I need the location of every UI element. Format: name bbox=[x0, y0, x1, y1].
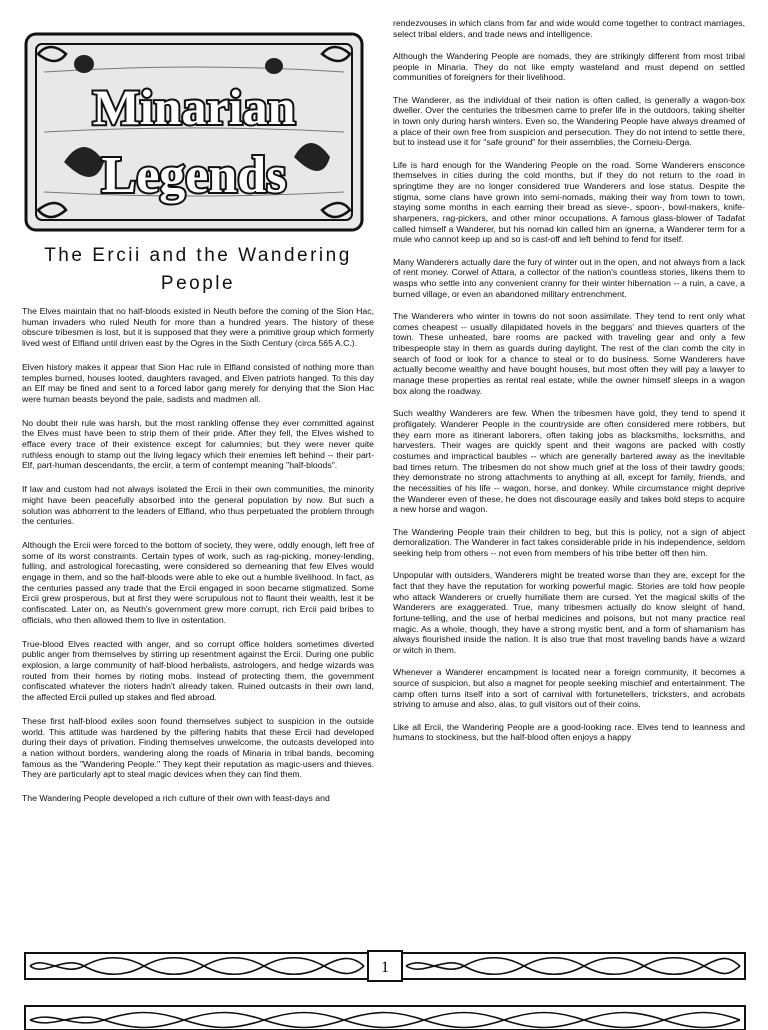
right-column bbox=[393, 18, 745, 755]
paragraph: The Elves maintain that no half-bloods existed in Neuth before the coming of the Sion Hac, human invaders who ruled Neuth for more than a hundred years. The history of these obscure tribesmen is lost, but it is supposed that they were a primitive group which formerly lived west of Elfland until driven east by the Ogres in the Sixth Century (circa 565 A.C.). bbox=[22, 306, 374, 349]
paragraph: Life is hard enough for the Wandering People on the road. Some Wanderers ensconce themselves in cities during the cold months, but if they do not return to the road in springtime they are no longer considered true Wanderers and lose status. Despite the stigma, some clans have grown into semi-nomads, making their way from town to town, staying some months in each earning their bread as sieve-, spoon-, bowl-makers, knife-sharpeners, rag-pickers, and other minor occupations. A famous glass-blower of Tadafat called himself a Wanderer, but his nomad kin called him an ignerna, a Wanderer term for a mule who cannot keep up and so is cast-off and left behind to fend for itself. bbox=[393, 159, 745, 245]
paragraph: True-blood Elves reacted with anger, and so corrupt office holders sometimes diverted public anger from themselves by stirring up resentment against the Ercii. During one public explosion, a large community of half-blood herbalists, astrologers, and hedge wizards was routed from their homes by rioting mobs. Instead of protecting them, the government confiscated whatever the rioters hadn't already taken. Ruined outcasts in their own land, the affected Ercii pulled up stakes and fled abroad. bbox=[22, 638, 374, 703]
paragraph: Whenever a Wanderer encampment is located near a foreign community, it becomes a source of suspicion, but also a magnet for people seeking mischief and entertainment. The camp often turns itself into a sort of carnival with fortunetellers, tricksters, and acrobats striving to amuse and also, alas, to gull visitors out of their coins. bbox=[393, 667, 745, 710]
paragraph: The Wandering People developed a rich culture of their own with feast-days and bbox=[22, 793, 330, 804]
paragraph: Such wealthy Wanderers are few. When the tribesmen have gold, they tend to spend it profligately. Wanderer People in the countryside are often considered mere robbers, but they earn more as itinerant laborers, often taking jobs as blacksmiths, locksmiths, and harvesters. Their wages are quickly spent and their wagons are packed with costly costumes and impractical baubles -- which are generally bartered away as the inevitable bad times return. The tribesmen do not show much grief at the loss of their tawdry goods; they demonstrate no strong attachments to anything at all, except for family, friends, and the necessities of his life -- wagon, horse, and donkey. While circumstance might deprive the Wanderer even of these, he does not discourage easily and takes bold steps to acquire a new horse and wagon. bbox=[393, 408, 745, 515]
paragraph: Elven history makes it appear that Sion Hac rule in Elfland consisted of nothing more than temples burned, houses looted, daughters ravaged, and Elven patriots hanged. To this day an Elf may be fined and sent to a forced labor gang merely for denying that the Sion Hac were human beasts beyond the pale, sadists and madmen all. bbox=[22, 361, 374, 404]
paragraph: No doubt their rule was harsh, but the most rankling offense they ever committed against the Elves must have been to strip them of their pride. After they fell, the Elves wished to efface every trace of their existence except for calumnies; but they were never quite ruthless enough to stamp out the living legacy which their enemies left behind -- their part-Elf, part-human descendants, the erciir, a term of contempt meaning "half-bloods". bbox=[22, 417, 374, 471]
paragraph: The Wanderers who winter in towns do not soon assimilate. They tend to rent only what comes cheapest -- usually dilapidated hovels in the beggars' and thieves quarters of the town. These unheated, bare rooms are packed with traveling gear and only a few tribespeople stay in them as guards during daylight. The rest of the clan comb the city in search of food or look for a chance to steal or to do business. Some Wanderers have actually become wealthy and have bought houses, but most often they will pay a lawyer to manage these properties as rental real estate, while the owner himself sleeps in a wagon box along the roadway. bbox=[393, 310, 745, 396]
paragraph: Like all Ercii, the Wandering People are a good-looking race. Elves tend to leanness and humans to stockiness, but the half-blood often enjoys a happy bbox=[393, 721, 745, 743]
paragraph: Although the Ercii were forced to the bottom of society, they were, oddly enough, left free of some of its worst constraints. Certain types of work, such as rag-picking, money-lending, fulling, and astrological forecasting, were considered so demeaning that few Elves would engage in them, and so the half-bloods were able to eke out a humble livelihood. In fact, as the centuries passed any trade that the Ercii engaged in soon became stigmatized. Some Ercii grew prosperous, but at first they were scrupulous not to flaunt their wealth, lest it be confiscated. Later on, as Neuth's government grew more corrupt, rich Ercii paid bribes to officials, who then allowed them to live in ostentation. bbox=[22, 539, 374, 625]
next-page-knotwork-band bbox=[24, 1000, 746, 1030]
logo-word-minarian: Minarian bbox=[92, 79, 296, 135]
minarian-legends-logo bbox=[24, 32, 364, 232]
paragraph: If law and custom had not always isolated the Ercii in their own communities, the minority might have been peacefully absorbed into the general population by now. But such a solution was abhorrent to the leaders of Elfland, who thus perpetuated the problem through the centuries. bbox=[22, 484, 374, 527]
paragraph: The Wanderer, as the individual of their nation is often called, is generally a wagon-box dweller. Over the centuries the tribesmen came to prefer life in the outdoors, taking shelter in town only during harsh winters. Even so, the Wandering People have always dreamed of a place of their own free from suspicion and persecution. They do not intend to settle there, but to instead use it for "safe ground" for their assemblies, the Corneiu-Derga. bbox=[393, 94, 745, 148]
paragraph: rendezvouses in which clans from far and wide would come together to contract marriages, select tribal elders, and trade news and intelligence. bbox=[393, 18, 745, 39]
footer-knotwork-band bbox=[24, 949, 746, 983]
knotwork-pattern bbox=[30, 1013, 740, 1028]
paragraph: Unpopular with outsiders, Wanderers might be treated worse than they are, except for the fact that they have the reputation for working powerful magic. Stories are told how people who attack Wanderers or cruelly humiliate them are cursed. Yet the magical skills of the Wanderers are exaggerated. True, many tribesmen actually do know sleight of hand, fortune-telling, and the use of herbal medicines and poisons, but not many practice real magic. As a whole, though, they have a strong mystic bent, and a form of shamanism has always flourished inside the nation. It is also true that most traveling bands have a wizard or witch in them. bbox=[393, 570, 745, 656]
logo-word-legends: Legends bbox=[101, 147, 287, 204]
paragraph: The Wandering People train their children to beg, but this is policy, not a sign of abject demoralization. The Wanderer in fact takes considerable pride in his independence, seldom seeking help from others -- not even from members of his tribe better off then him. bbox=[393, 526, 745, 559]
page-number: 1 bbox=[381, 959, 389, 976]
paragraph: Many Wanderers actually dare the fury of winter out in the open, and not always from a lack of rent money. Corwel of Attara, a collector of the nation's countless stories, likens them to wasps who settle into any convenient cranny for their winter hibernation -- a ruin, a cave, a burned village, or even an abandoned military entrenchment. bbox=[393, 256, 745, 299]
left-column bbox=[22, 306, 374, 817]
paragraph: These first half-blood exiles soon found themselves subject to suspicion in the outside world. This attitude was hardened by the pilfering habits that these Ercii had developed during their days of privation. Finding themselves unwelcome, the outcasts developed into a nation without borders, wandering along the roads of Minaria in tribal bands, becoming famous as the "Wandering People." They kept their reputation as magic-users and thieves. They are particularly apt to steal magic devices when they can find them. bbox=[22, 715, 374, 780]
paragraph: Although the Wandering People are nomads, they are strikingly different from most tribal people in Minaria. They do not like empty wasteland and must depend on settled communities of foreigners for their livelihood. bbox=[393, 50, 745, 83]
article-title: The Ercii and the Wandering People bbox=[44, 245, 352, 294]
